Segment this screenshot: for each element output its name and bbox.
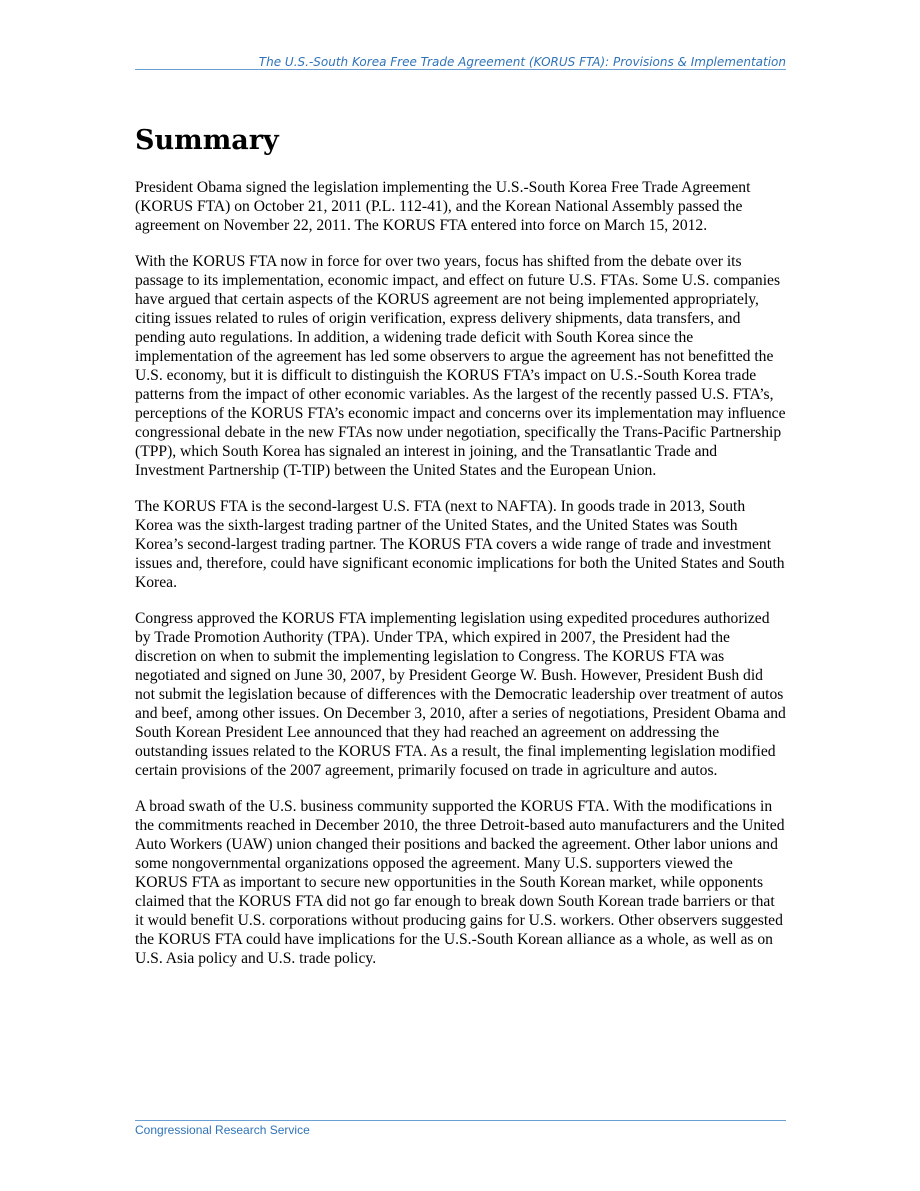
header-divider bbox=[135, 69, 786, 70]
paragraph: Congress approved the KORUS FTA implementing legislation using expedited procedures authorized by Trade Promotion Authority (TPA). Under TPA, which expired in 2007, the President had the discretion on when to submit the implementing legislation to Congress. The KORUS FTA was negotiated and signed on June 30, 2007, by President George W. Bush. However, President Bush did not submit the legislation because of differences with the Democratic leadership over treatment of autos and beef, among other issues. On December 3, 2010, after a series of negotiations, President Obama and South Korean President Lee announced that they had reached an agreement on addressing the outstanding issues related to the KORUS FTA. As a result, the final implementing legislation modified certain provisions of the 2007 agreement, primarily focused on trade in agriculture and autos. bbox=[135, 610, 786, 779]
running-header: The U.S.-South Korea Free Trade Agreement (KORUS FTA): Provisions & Implementation bbox=[258, 55, 786, 69]
paragraph: A broad swath of the U.S. business community supported the KORUS FTA. With the modifications in the commitments reached in December 2010, the three Detroit-based auto manufacturers and the United Auto Workers (UAW) union changed their positions and backed the agreement. Other labor unions and some nongovernmental organizations opposed the agreement. Many U.S. supporters viewed the KORUS FTA as important to secure new opportunities in the South Korean market, while opponents claimed that the KORUS FTA did not go far enough to break down South Korean trade barriers or that it would benefit U.S. corporations without producing gains for U.S. workers. Other observers suggested the KORUS FTA could have implications for the U.S.-South Korean alliance as a whole, as well as on U.S. Asia policy and U.S. trade policy. bbox=[135, 798, 785, 967]
paragraph: The KORUS FTA is the second-largest U.S. FTA (next to NAFTA). In goods trade in 2013, South Korea was the sixth-largest trading partner of the United States, and the United States was South Korea’s second-largest trading partner. The KORUS FTA covers a wide range of trade and investment issues and, therefore, could have significant economic implications for both the United States and South Korea. bbox=[135, 498, 785, 591]
footer-divider bbox=[135, 1120, 786, 1121]
paragraph: President Obama signed the legislation implementing the U.S.-South Korea Free Trade Agreement (KORUS FTA) on October 21, 2011 (P.L. 112-41), and the Korean National Assembly passed the agreement on November 22, 2011. The KORUS FTA entered into force on March 15, 2012. bbox=[135, 179, 751, 234]
section-title: Summary bbox=[135, 125, 279, 156]
summary-body bbox=[135, 178, 786, 985]
footer-organization: Congressional Research Service bbox=[135, 1123, 310, 1137]
paragraph: With the KORUS FTA now in force for over two years, focus has shifted from the debate over its passage to its implementation, economic impact, and effect on future U.S. FTAs. Some U.S. companies have argued that certain aspects of the KORUS agreement are not being implemented appropriately, citing issues related to rules of origin verification, express delivery shipments, data transfers, and pending auto regulations. In addition, a widening trade deficit with South Korea since the implementation of the agreement has led some observers to argue the agreement has not benefitted the U.S. economy, but it is difficult to distinguish the KORUS FTA’s impact on U.S.-South Korea trade patterns from the impact of other economic variables. As the largest of the recently passed U.S. FTA’s, perceptions of the KORUS FTA’s economic impact and concerns over its implementation may influence congressional debate in the new FTAs now under negotiation, specifically the Trans-Pacific Partnership (TPP), which South Korea has signaled an interest in joining, and the Transatlantic Trade and Investment Partnership (T-TIP) between the United States and the European Union. bbox=[135, 253, 786, 479]
